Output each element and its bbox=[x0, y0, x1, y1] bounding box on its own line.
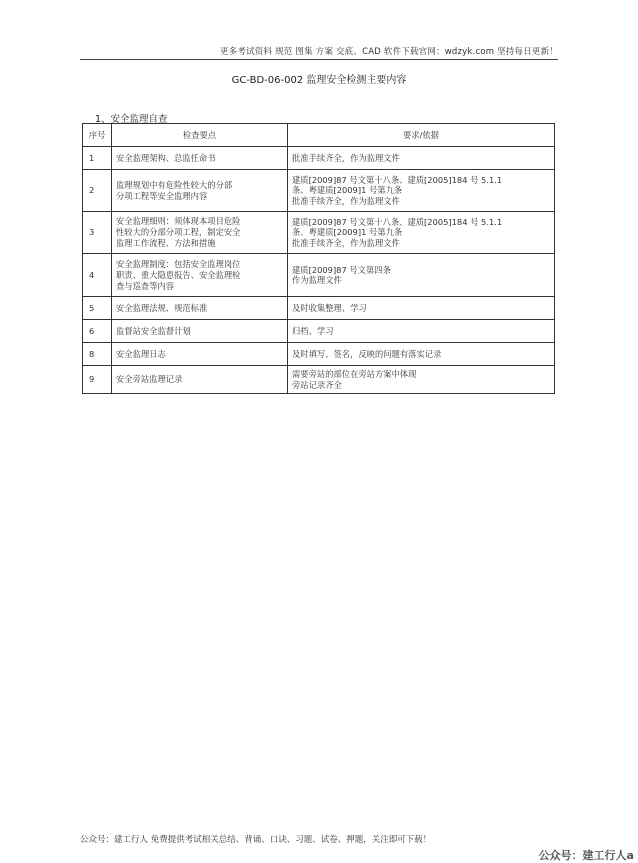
table-row bbox=[83, 212, 555, 254]
check-point-line: 安全旁站监理记录 bbox=[116, 374, 183, 384]
check-point-line: 查与巡查等内容 bbox=[116, 280, 175, 291]
requirement-line: 归档、学习 bbox=[292, 325, 334, 336]
requirement-cell bbox=[288, 254, 555, 297]
requirement-line: 作为监理文件 bbox=[292, 275, 342, 285]
check-point-line: 性较大的分部分项工程，制定安全 bbox=[116, 227, 241, 237]
check-point-cell bbox=[112, 212, 288, 254]
requirement-line: 批准手续齐全，作为监理文件 bbox=[292, 237, 400, 248]
check-point-cell bbox=[112, 366, 288, 394]
requirement-cell bbox=[288, 366, 555, 394]
requirement-cell bbox=[288, 147, 555, 170]
check-point-line: 安全监理架构、总监任命书 bbox=[116, 152, 216, 163]
requirement-cell bbox=[288, 212, 555, 254]
row-number: 8 bbox=[83, 343, 112, 366]
row-number: 3 bbox=[83, 212, 112, 254]
document-title: GC-BD-06-002 监理安全检测主要内容 bbox=[231, 75, 407, 86]
requirement-line: 条、粤建质[2009]1 号第九条 bbox=[292, 185, 403, 196]
requirement-line: 批准手续齐全，作为监理文件 bbox=[292, 152, 400, 163]
check-point-line: 监理工作流程、方法和措施 bbox=[116, 238, 216, 248]
row-number: 2 bbox=[83, 170, 112, 212]
check-point-line: 安全监理日志 bbox=[116, 348, 166, 359]
check-point-cell bbox=[112, 343, 288, 366]
requirement-line: 条、粤建质[2009]1 号第九条 bbox=[292, 227, 403, 238]
header-cell-check-point: 检查要点 bbox=[112, 124, 288, 147]
footer-note: 公众号：建工行人 免费提供考试相关总结、背诵、口诀、习题、试卷、押题，关注即可下载！ bbox=[80, 835, 432, 845]
requirement-cell bbox=[288, 343, 555, 366]
table-row bbox=[83, 170, 555, 212]
requirement-line: 批准手续齐全，作为监理文件 bbox=[292, 195, 400, 206]
row-number: 6 bbox=[83, 320, 112, 343]
table-header-row bbox=[83, 124, 555, 147]
header-cell-number: 序号 bbox=[83, 124, 112, 147]
page-header: 更多考试资料 规范 图集 方案 交底、CAD 软件下载官网：wdzyk.com 坚持每日更新！ bbox=[219, 47, 558, 57]
table-row bbox=[83, 343, 555, 366]
requirement-cell bbox=[288, 297, 555, 320]
requirement-line: 建质[2009]87 号文第十八条、建质[2005]184 号 5.1.1 bbox=[292, 174, 503, 185]
requirement-line: 及时填写、签名，反映的问题有落实记录 bbox=[292, 348, 442, 359]
check-point-line: 安全监理细则：须体现本项目危险 bbox=[116, 216, 241, 226]
check-point-line: 监理规划中有危险性较大的分部 bbox=[116, 179, 233, 190]
requirement-line: 建质[2009]87 号文第十八条、建质[2005]184 号 5.1.1 bbox=[292, 216, 503, 227]
row-number: 4 bbox=[83, 254, 112, 297]
check-point-line: 安全监理制度：包括安全监理岗位 bbox=[116, 258, 241, 269]
requirement-line: 建质[2009]87 号文第四条 bbox=[292, 264, 391, 275]
requirement-line: 旁站记录齐全 bbox=[292, 379, 342, 390]
check-point-cell bbox=[112, 170, 288, 212]
check-point-line: 职责、重大隐患报告、安全监理检 bbox=[116, 269, 241, 280]
check-point-cell bbox=[112, 147, 288, 170]
header-divider bbox=[80, 59, 558, 60]
requirement-cell bbox=[288, 170, 555, 212]
table-row bbox=[83, 297, 555, 320]
row-number: 9 bbox=[83, 366, 112, 394]
check-point-cell bbox=[112, 320, 288, 343]
check-point-cell bbox=[112, 254, 288, 297]
requirement-line: 需要旁站的部位在旁站方案中体现 bbox=[292, 369, 417, 379]
check-point-line: 监督站安全监督计划 bbox=[116, 325, 191, 336]
table-row bbox=[83, 366, 555, 394]
check-point-line: 分项工程等安全监理内容 bbox=[116, 190, 208, 201]
check-point-cell bbox=[112, 297, 288, 320]
row-number: 1 bbox=[83, 147, 112, 170]
row-number: 5 bbox=[83, 297, 112, 320]
table-row bbox=[83, 320, 555, 343]
requirement-cell bbox=[288, 320, 555, 343]
inspection-table bbox=[82, 123, 555, 394]
header-cell-requirement: 要求/依据 bbox=[288, 124, 555, 147]
footer-watermark: 公众号：建工行人a bbox=[538, 849, 634, 862]
table-row bbox=[83, 254, 555, 297]
section-heading: 1、安全监理自查 bbox=[95, 114, 168, 125]
table-row bbox=[83, 147, 555, 170]
check-point-line: 安全监理法规、规范标准 bbox=[116, 302, 208, 313]
requirement-line: 及时收集整理、学习 bbox=[292, 302, 367, 313]
